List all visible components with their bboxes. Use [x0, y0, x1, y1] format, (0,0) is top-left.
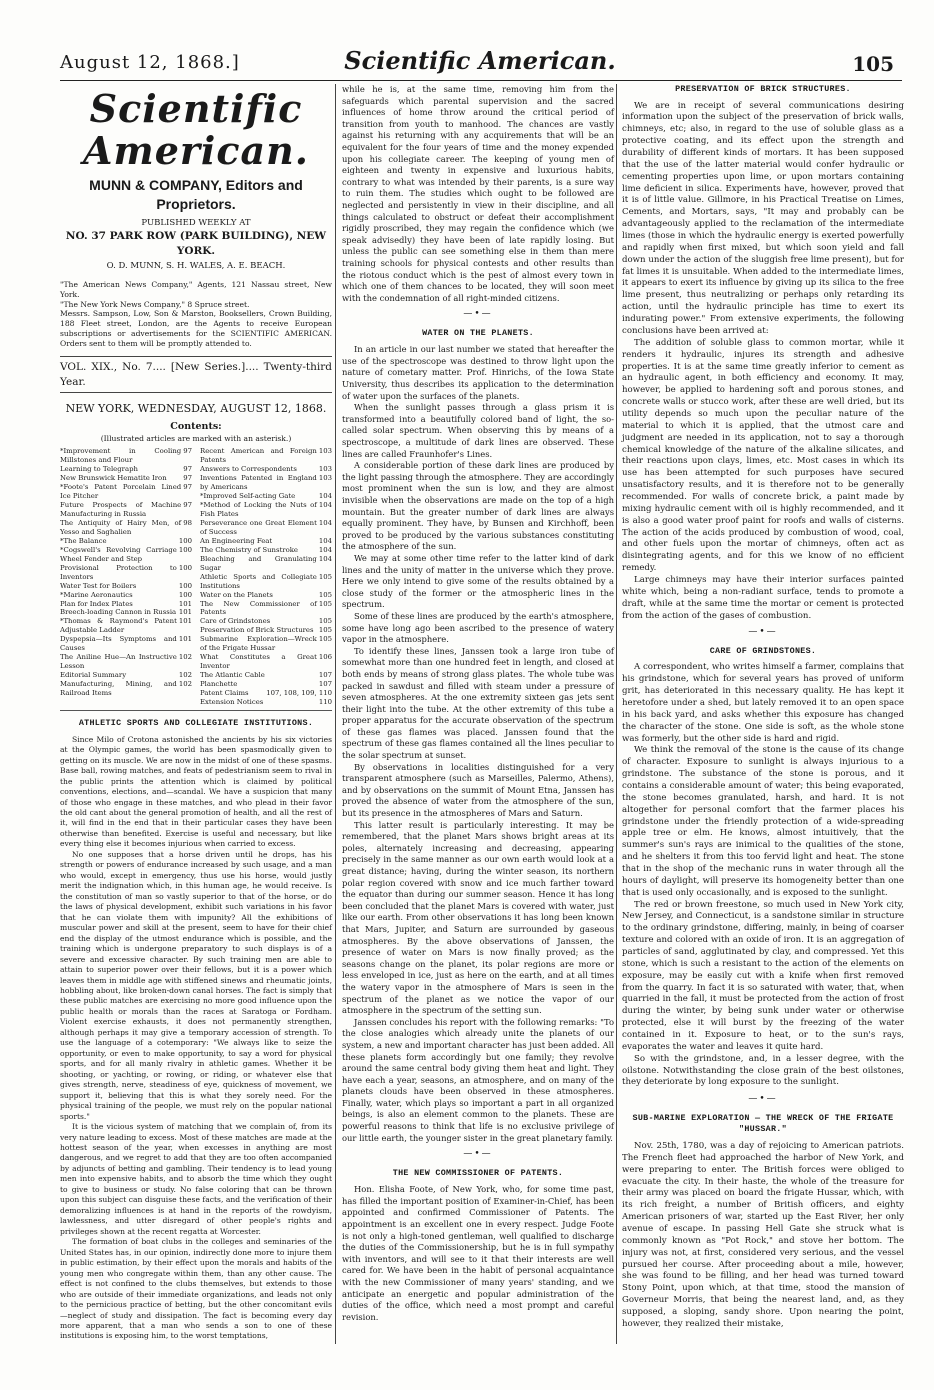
contents-entry-title: *Marine Aeronautics — [60, 590, 133, 599]
column-divider — [616, 84, 617, 1344]
article-paragraph: Since Milo of Crotona astonished the ancients by his six victories at the Olympic games, the world has been spasmodically given to getting on its muscle. We are now in the midst of one of these spasms. Base ball, rowing matches, and feats of pedestrianism seem to rival in the public prints the attention which is claimed by political conventions, elections, and—scandal. We have a suspicion that many of those who engage in these matches, and who plead in their favor the old cant about the general promotion of health, and all the rest of it, will find in the end that in their particular cases they have been otherwise than benefited. Exercise is useful and necessary, but like every thing else it becomes injurious when carried to excess. — [60, 734, 332, 849]
contents-entry-page: 106 — [318, 653, 332, 662]
contents-entry — [60, 474, 192, 483]
contents-entry-page: 107, 108, 109, 110 — [266, 689, 332, 698]
contents-entry — [60, 483, 192, 501]
contents-entry-page: 105 — [318, 572, 332, 581]
contents-entry-page: 97 — [183, 482, 192, 491]
contents-entry-page: 104 — [318, 536, 332, 545]
contents-entry-page: 107 — [318, 671, 332, 680]
section-ornament: —•— — [463, 1149, 493, 1160]
contents-entry — [60, 653, 192, 671]
contents-entry-page: 100 — [178, 581, 192, 590]
contents-entry — [60, 501, 192, 519]
article-paragraph: A correspondent, who writes himself a farmer, complains that his grindstone, which for several years has proved of uniform grit, has deteriorated in this necessary quality. He has kept it heretofore under a shed, but lately removed it to an open space in his back yard, and asks whether this exposure has changed the character of the stone. One side is soft, as the whole stone was formerly, but the other side is hard and rigid. — [622, 662, 904, 744]
contents-entry — [200, 537, 332, 546]
contents-entry-page: 105 — [318, 626, 332, 635]
article-paragraph: while he is, at the same time, removing him from the safeguards which parental supervision and the sacred influences of home throw around the critical period of transition from youth to manhood. The chances are vastly against his returning with any acquirements that will be an equivalent for the four years of time and the money expended upon his collegiate career. The keeping of young men of eighteen and twenty in expensive and luxurious habits, contrary to what was intended by their parents, is a sure way to ruin them. The studies which ought to be followed are neglected and persistently in view in their discipline, and all things calculated to obstruct or defeat their accomplishment rigidly proscribed, they may regain the confidence which (we speak advisedly) they have been of late rapidly losing. But unless the public can see something else in them than mere training schools for physical contests and other results than the riotous conduct which is the pest of almost every town in which one of them chances to be located, they will soon meet with the condemnation of all right-minded citizens. — [342, 84, 614, 303]
contents-entry — [200, 573, 332, 591]
article-paragraph: We are in receipt of several communications desiring information upon the subject of the preservation of brick walls, chimneys, etc; also, in regard to the use of soluble glass as a protective coating, and its effect upon the strength and durability of different kinds of mortars. It has been supposed that the use of the latter material would confer hydraulic or cementing properties upon lime, or upon mortars containing lime deficient in silica. Experiments have, however, proved that it is of little value. Gillmore, in his Practical Treatise on Limes, Cements, and Mortars, says, "It may and probably can be advantageously applied to the reclamation of the intermediate limes (those in which the hydraulic energy is exerted powerfully and rapidly when first mixed, but which soon yield and fall down under the action of the sluggish free lime present), but for fat limes it is unsuitable. When added to the intermediate limes, it appears to exert its influence by giving up its silica to the free lime present, thus neutralizing or perhaps only retarding its action, until the hydraulic principle has time to exert its indurating power." From extensive experiments, the following conclusions have been arrived at: — [622, 100, 904, 336]
contents-entry — [60, 537, 192, 546]
contents-entry-page: 97 — [183, 464, 192, 473]
contents-entry-title: Future Prospects of Machine Manufacturing in Russia — [60, 500, 182, 518]
article-heading-hussar: SUB-MARINE EXPLORATION — THE WRECK OF THE FRIGATE "HUSSAR." — [632, 1112, 894, 1135]
contents-entry-title: *Method of Locking the Nuts of Fish Plates — [200, 500, 317, 518]
contents-entry — [60, 447, 192, 465]
contents-entry-page: 101 — [178, 599, 192, 608]
contents-entry — [200, 591, 332, 600]
running-masthead: Scientific American. — [344, 46, 616, 75]
contents-entry-title: The New Commissioner of Patents — [200, 599, 317, 617]
contents-entry — [60, 617, 192, 635]
contents-entry-page: 102 — [178, 680, 192, 689]
contents-entry — [200, 555, 332, 573]
contents-entry-title: Bleaching and Granulating Sugar — [200, 554, 317, 572]
contents-entry-page: 98 — [183, 518, 192, 527]
contents-entry-title: *Improvement in Cooling Millstones and Flour — [60, 447, 182, 464]
contents-entry — [60, 519, 192, 537]
contents-entry — [200, 501, 332, 519]
contents-entry-page: 104 — [318, 500, 332, 509]
contents-entry-title: Manufacturing, Mining, and Railroad Items — [60, 680, 177, 698]
column-1 — [60, 84, 332, 1342]
contents-entry-title: *Improved Self-acting Gate — [200, 491, 296, 500]
contents-entry-page: 110 — [318, 698, 332, 707]
contents-entry-title: *Cogswell's Revolving Carriage Wheel Fender and Step — [60, 545, 177, 563]
contents-list-left — [60, 447, 192, 707]
contents-entry — [200, 671, 332, 680]
contents-entry-page: 107 — [318, 680, 332, 689]
contents-entry-page: 101 — [178, 608, 192, 617]
contents-entry-page: 100 — [178, 590, 192, 599]
contents-entry — [200, 474, 332, 492]
contents-entry-page: 104 — [318, 554, 332, 563]
contents-entry — [60, 564, 192, 582]
contents-entry-title: The Aniline Hue—An Instructive Lesson — [60, 653, 177, 671]
contents-entry-title: Breech-loading Cannon in Russia — [60, 608, 177, 617]
contents-entry-page: 102 — [178, 671, 192, 680]
agent-note: "The New York News Company," 8 Spruce street. — [60, 299, 250, 309]
contents-list-right — [200, 447, 332, 707]
contents-entry — [200, 519, 332, 537]
contents-entry-title: The Antiquity of Hairy Men, of Yesso and Saghalien — [60, 518, 182, 536]
agents-notes — [60, 280, 332, 348]
contents-entry — [60, 546, 192, 564]
contents-entry-page: 103 — [318, 447, 332, 456]
contents-title: Contents: — [170, 421, 222, 433]
contents-entry-title: Care of Grindstones — [200, 617, 271, 626]
contents-entry-page: 97 — [183, 473, 192, 482]
contents-entry-title: New Brunswick Hematite Iron — [60, 473, 167, 482]
contents-entry — [200, 447, 332, 465]
article-paragraph: When the sunlight passes through a glass prism it is transformed into a beautifully colored band of light, the so-called solar spectrum. When observing this by means of a spectroscope, a multitude of dark lines are observed. These lines are called Fraunhofer's Lines. — [342, 402, 614, 459]
proprietors-line: O. D. MUNN, S. H. WALES, A. E. BEACH. — [106, 261, 286, 272]
contents-entry — [60, 591, 192, 600]
contents-entry-title: The Chemistry of Sunstroke — [200, 545, 298, 554]
section-ornament: —•— — [748, 627, 778, 638]
contents-entry-title: Patent Claims — [200, 689, 249, 698]
article-paragraph: Large chimneys may have their interior surfaces painted white which, being a non-radiant surface, tends to promote a draft, while at the same time the mortar or cement is protected from the action of the gases of combustion. — [622, 574, 904, 621]
masthead-title: Scientific American. — [83, 86, 309, 173]
contents-entry-title: Provisional Protection to Inventors — [60, 563, 177, 581]
contents-entry-title: Learning to Telegraph — [60, 464, 138, 473]
article-paragraph: So with the grindstone, and, in a lesser degree, with the oilstone. Notwithstanding the close grain of the best oilstones, they deteriorate by long exposure to the sunlight. — [622, 1053, 904, 1088]
contents-entry — [200, 689, 332, 698]
contents-entry — [200, 600, 332, 618]
contents-entry-title: Preservation of Brick Structures — [200, 626, 314, 635]
contents-entry-title: Perseverance one Great Element of Success — [200, 518, 317, 536]
contents-entry — [200, 653, 332, 671]
contents-entry — [60, 635, 192, 653]
header-rule — [60, 80, 902, 81]
contents-entry — [60, 671, 192, 680]
article-heading-commissioner: THE NEW COMMISSIONER OF PATENTS. — [392, 1167, 564, 1178]
contents-entry-page: 105 — [318, 599, 332, 608]
contents-entry-title: Answers to Correspondents — [200, 464, 297, 473]
article-paragraph: To identify these lines, Janssen took a large iron tube of somewhat more than one hundred feet in length, and closed at both ends by means of strong glass plates. The whole tube was packed in sawdust and filled with steam under a pressure of seven atmospheres. At the one extremity sixteen gas jets sent their light into the tube. At the other extremity of this tube a proper apparatus for the accurate observation of the spectrum of these gas flames was placed. Janssen found that the spectrum of these gas flames contained all the lines peculiar to the solar spectrum at sunset. — [342, 645, 614, 761]
contents-entry — [200, 698, 332, 707]
article-heading-water: WATER ON THE PLANETS. — [422, 327, 534, 338]
contents-entry — [60, 582, 192, 591]
issue-date: August 12, 1868.] — [60, 52, 240, 73]
contents-entry-page: 105 — [318, 635, 332, 644]
section-ornament: —•— — [463, 309, 493, 320]
article-paragraph: Nov. 25th, 1780, was a day of rejoicing to American patriots. The French fleet had approached the harbor of New York, and were preparing to enter. The British forces were obliged to evacuate the city. In their haste, the whole of the treasure for their army was placed on board the frigate Hussar, which, with its rich freight, a number of British officers, and eighty American prisoners of war, started up the East River, her only avenue of escape. In passing Hell Gate she struck what is commonly known as "Pot Rock," and stove her bottom. The injury was not, at first, considered very serious, and the vessel pursued her course. After proceeding about a mile, however, she was found to be filling, and her head was turned toward Stony Point, upon which, at that time, stood the mansion of Governeur Morris, that being the nearest land, and, as they supposed, a sloping, sandy shore. Upon nearing the point, however, they realized their mistake, — [622, 1140, 904, 1329]
article-paragraph: The formation of boat clubs in the colleges and seminaries of the United States has, in our opinion, indirectly done more to injure them in public estimation, by their effect upon the morals and habits of the young men who congregate within them, than any other cause. The effect is not confined to the clubs themselves, but extends to those who are outside of their immediate organizations, and leads not only to the pernicious practice of betting, but the other concomitant evils—neglect of study and dissipation. The fact is becoming every day more apparent, that a man who sends a son to one of these institutions is exposing him, to the worst temptations, — [60, 1237, 332, 1341]
contents-entry-page: 100 — [178, 563, 192, 572]
contents-entry-page: 101 — [178, 635, 192, 644]
article-heading-athletic: ATHLETIC SPORTS AND COLLEGIATE INSTITUTIONS. — [78, 718, 314, 729]
contents-entry-page: 97 — [183, 447, 192, 456]
agent-note: "The American News Company," Agents, 121 Nassau street, New York. — [60, 280, 332, 299]
section-ornament: —•— — [748, 1094, 778, 1105]
contents-entry — [60, 465, 192, 474]
contents-entry-page: 104 — [318, 518, 332, 527]
article-paragraph: A considerable portion of these dark lines are produced by the light passing through the atmosphere. They are accordingly most prominent when the sun is low, and they are almost invisible when the observations are made on the top of a high mountain. But the greater number of dark lines are always equally prominent. They have, by Bunsen and Kirchhoff, been proved to be produced by the various substances constituting the atmosphere of the sun. — [342, 460, 614, 552]
contents-entry-page: 103 — [318, 473, 332, 482]
contents-entry-title: What Constitutes a Great Inventor — [200, 653, 317, 671]
article-paragraph: In an article in our last number we stated that hereafter the use of the spectroscope was destined to throw light upon the nature of cometary matter. Prof. Hinrichs, of the Iowa State University, thus describes its application to the determination of water upon the surfaces of the planets. — [342, 344, 614, 401]
article-paragraph: It is the vicious system of matching that we complain of, from its very nature leading to excess. Most of these matches are made at the hottest season of the year, when excesses in anything are most dangerous, and we regret to add that they are too often accompanied by adjuncts of betting and gambling. Their tendency is to lead young men into expensive habits, and to absorb the time which they ought to give to business or study. No false coloring that can be thrown upon this subject can disguise these facts, and the verification of their demoralizing influences is at hand in the reports of the rowdyism, lawlessness, and utter disregard of other people's rights and privileges shown at the recent regatta at Worcester. — [60, 1122, 332, 1236]
contents-entry-title: *The Balance — [60, 536, 107, 545]
contents-entry-title: *Foote's Patent Porcelain Lined Ice Pitcher — [60, 482, 182, 500]
contents-entry-page: 101 — [178, 617, 192, 626]
contents-entry — [200, 492, 332, 501]
contents-entry-page: 100 — [178, 545, 192, 554]
contents-entry-page: 104 — [318, 491, 332, 500]
editors-line: MUNN & COMPANY, Editors and Proprietors. — [89, 176, 303, 212]
contents-entry-title: Editorial Summary — [60, 671, 127, 680]
contents-entry — [60, 600, 192, 609]
contents-entry-title: Dyspepsia—Its Symptoms and Causes — [60, 635, 177, 653]
contents-entry — [200, 635, 332, 653]
contents-entry — [60, 608, 192, 617]
contents-entry-page: 104 — [318, 545, 332, 554]
contents-entry-title: Submarine Exploration—Wreck of the Frigate Hussar — [200, 635, 317, 653]
article-paragraph: Some of these lines are produced by the earth's atmosphere, some have long ago been ascribed to the presence of watery vapor in the atmosphere. — [342, 610, 614, 645]
page-number: 105 — [852, 52, 894, 76]
article-heading-grindstones: CARE OF GRINDSTONES. — [709, 645, 817, 656]
contents-entry-title: Athletic Sports and Collegiate Institutions — [200, 572, 317, 590]
contents-entry-title: The Atlantic Cable — [200, 671, 265, 680]
article-paragraph: We think the removal of the stone is the cause of its change of character. Exposure to sunlight is always injurious to a grindstone. The substance of the stone is porous, and it contains a considerable amount of water; this being evaporated, the stone becomes granulated, harsh, and hard. It is not altogether for personal comfort that the farmer places his grindstone under the friendly protection of a wide-spreading apple tree or elm. He knows, almost intuitively, that the summer's sun's rays are inimical to the qualities of the stone, and he shelters it from this too fervid light and heat. The stone that in the shop of the mechanic runs in water through all the hours of daylight, will preserve its homogeneity better than one that is used only occasionally, and is exposed to the sunlight. — [622, 745, 904, 898]
column-3 — [622, 84, 904, 1331]
contents-entry-page: 97 — [183, 500, 192, 509]
article-paragraph: The red or brown freestone, so much used in New York city, New Jersey, and Connecticut, is a sandstone similar in structure to the ordinary grindstone, differing, mainly, in being of coarser texture and colored with an oxide of iron. It is an aggregation of particles of sand, agglutinated by clay, and compressed. Yet this stone, which is such a resistant to the action of the elements on exposure, may be easily cut with a knife when first removed from the quarry. In fact it is so saturated with water, that, when quarried in the fall, it must be protected from the action of frost during the winter, by being sunk under water or otherwise protected, else it will burst by the freezing of the water contained in it. Exposure to heat, or to the sun's rays, evaporates the water and leaves it quite hard. — [622, 899, 904, 1052]
article-paragraph: By observations in localities distinguished for a very transparent atmosphere (such as Marseilles, Palermo, Athens), and by observations on the summit of Mount Etna, Janssen has proved the absence of water from the atmosphere of the sun, but its presence in the atmospheres of Mars and Saturn. — [342, 761, 614, 819]
contents-entry-title: Extension Notices — [200, 698, 264, 707]
contents-entry — [200, 626, 332, 635]
contents-note: (Illustrated articles are marked with an asterisk.) — [100, 433, 292, 443]
contents-entry — [200, 465, 332, 474]
contents-entry-page: 105 — [318, 590, 332, 599]
contents-entry — [200, 546, 332, 555]
column-2 — [342, 84, 614, 1323]
contents-entry-title: Water on the Planets — [200, 590, 273, 599]
contents-entry-title: Planchette — [200, 680, 238, 689]
article-paragraph: The addition of soluble glass to common mortar, while it renders it hydraulic, injures its strength and adhesive properties. It is at the same time greatly inferior to cement as an hydraulic agent, in both efficiency and economy. It may, however, be applied to hardening soft and porous stones, and concrete walls or stucco work, after these are well dried, but its utility depends so much upon the peculiar nature of the material to which it is applied, that the utmost care and judgment are needed in its application, not to say a thorough chemical knowledge of the nature of the alkaline silicates, and their reactions upon clays, limes, etc. Most cases in which its use has been attempted for such purposes have secured unsatisfactory results, and it is therefore not to be generally recommended. For walls of concrete brick, a paint made by mixing hydraulic cement with oil is highly recommended, and it is also a good water proof paint for roofs and walls of cisterns. The action of the acids produced by combustion of wood, coal, and other fuels upon the mortar of chimneys, often act as disintegrating agents, and for this we know of no efficient remedy. — [622, 337, 904, 574]
contents-entry-title: An Engineering Feat — [200, 536, 273, 545]
contents-entry — [200, 680, 332, 689]
contents-entry-page: 105 — [318, 617, 332, 626]
published-line: PUBLISHED WEEKLY AT — [141, 218, 251, 229]
contents-entry-title: Recent American and Foreign Patents — [200, 447, 317, 464]
contents-entry-title: *Thomas & Raymond's Patent Adjustable Ladder — [60, 617, 177, 635]
contents-entry-page: 100 — [178, 536, 192, 545]
contents-entry-page: 103 — [318, 464, 332, 473]
contents-entry-title: Plan for Index Plates — [60, 599, 133, 608]
address-line: NO. 37 PARK ROW (PARK BUILDING), NEW YORK. — [65, 230, 327, 257]
contents-entry — [200, 617, 332, 626]
contents-entry — [60, 680, 192, 698]
agent-note: Messrs. Sampson, Low, Son & Marston, Booksellers, Crown Building, 188 Fleet street, London, are the Agents to receive European subscriptions or advertisements for the SCIENTIFIC AMERICAN. Orders sent to them will be promptly attended to. — [60, 309, 332, 348]
contents-entry-title: Water Test for Boilers — [60, 581, 137, 590]
dateline: NEW YORK, WEDNESDAY, AUGUST 12, 1868. — [65, 402, 327, 416]
contents-table — [60, 447, 332, 711]
article-paragraph: Janssen concludes his report with the following remarks: "To the close analogies which already unite the planets of our system, a new and important character has just been added. All these planets form accordingly but one family; they revolve around the same central body giving them heat and light. They have each a year, seasons, an atmosphere, and on many of the planets clouds have been observed in these atmospheres. Finally, water, which plays so important a part in all organized beings, is also an element common to the planets. These are powerful reasons to think that life is no exclusive privilege of our little earth, the younger sister in the great planetary family. — [342, 1016, 614, 1143]
article-paragraph: Hon. Elisha Foote, of New York, who, for some time past, has filled the important position of Examiner-in-Chief, has been appointed and confirmed Commissioner of Patents. The appointment is an excellent one in every respect. Judge Foote is not only a high-toned gentleman, well qualified to discharge the duties of the Commissionership, but he is in full sympathy with inventors, and will see to it that their interests are well cared for. We have been in the habit of personal acquaintance with the new Commissioner of many years' standing, and we anticipate an energetic and popular administration of the duties of the office, which need a most prompt and careful revision. — [342, 1184, 614, 1322]
article-paragraph: We may at some other time refer to the latter kind of dark lines and the unity of matter in the universe which they prove. Here we only intend to give some of the results obtained by a close study of the former or the atmospheric lines in the spectrum. — [342, 552, 614, 610]
volume-line: VOL. XIX., No. 7.... [New Series.].... Twenty-third Year. — [60, 356, 332, 393]
contents-entry-page: 102 — [178, 653, 192, 662]
column-divider — [335, 84, 336, 1344]
contents-entry-title: Inventions Patented in England by Americans — [200, 473, 317, 491]
article-heading-brick: PRESERVATION OF BRICK STRUCTURES. — [675, 84, 851, 94]
article-paragraph: This latter result is particularly interesting. It may be remembered, that the planet Mars shows bright areas at its poles, alternately increasing and decreasing, appearing precisely in the same manner as our own earth would look at a great distance; having, during the winter season, its northern polar region covered with snow and ice much farther toward the equator than during our summer season. Hence it has long been concluded that the planet Mars is covered with water, just like our earth. From other observations it has long been known that Mars, Jupiter, and Saturn are surrounded by gaseous atmospheres. By the above observations of Janssen, the presence of water on Mars is now finally proved; as the seasons change on the planet, its polar regions are more or less enveloped in ice, just as here on the earth, and at all times the watery vapor in the atmosphere of Mars is seen in the spectrum of the planet as we notice the vapor of our atmosphere in the spectrum of the setting sun. — [342, 819, 614, 1016]
article-paragraph: No one supposes that a horse driven until he drops, has his strength or powers of endurance increased by such usage, and a man who would, except in emergency, thus use his horse, would justly merit the indignation which, in this human age, he would receive. Is the constitution of man so vastly superior to that of the horse, or do the laws of physical development, exhibit such variations in his favor that he can violate them with impunity? All the exhibitions of muscular power and skill at the present, seem to have for their chief end the display of the utmost endurance which is possible, and the training which is undergone preparatory to such displays is of a severe and excessive character. By such training men are able to attain to superior power over their fellows, but it is a power which leaves them in middle age with stiffened sinews and rheumatic joints, hobbling about, like broken-down canal horses. The fact is simply that these public matches are exercising no more good influence upon the public health or morals than the races at Saratoga or Fordham. Violent exercise exhausts, it does not permanently strengthen, although perhaps it may give a temporary accession of strength. To use the language of a cotemporary: "We always like to seize the opportunity, or even to make opportunity, to say a word for physical sports, and for all manly rivalry in athletic games. Whether it be shooting, or yachting, or rowing, or riding, or whatever else that gives strength, nerve, steadiness of eye, quickness of movement, we support it, believing that this is what they sorely need. For the physical training of the people, we must rely on the popular national sports." — [60, 849, 332, 1121]
